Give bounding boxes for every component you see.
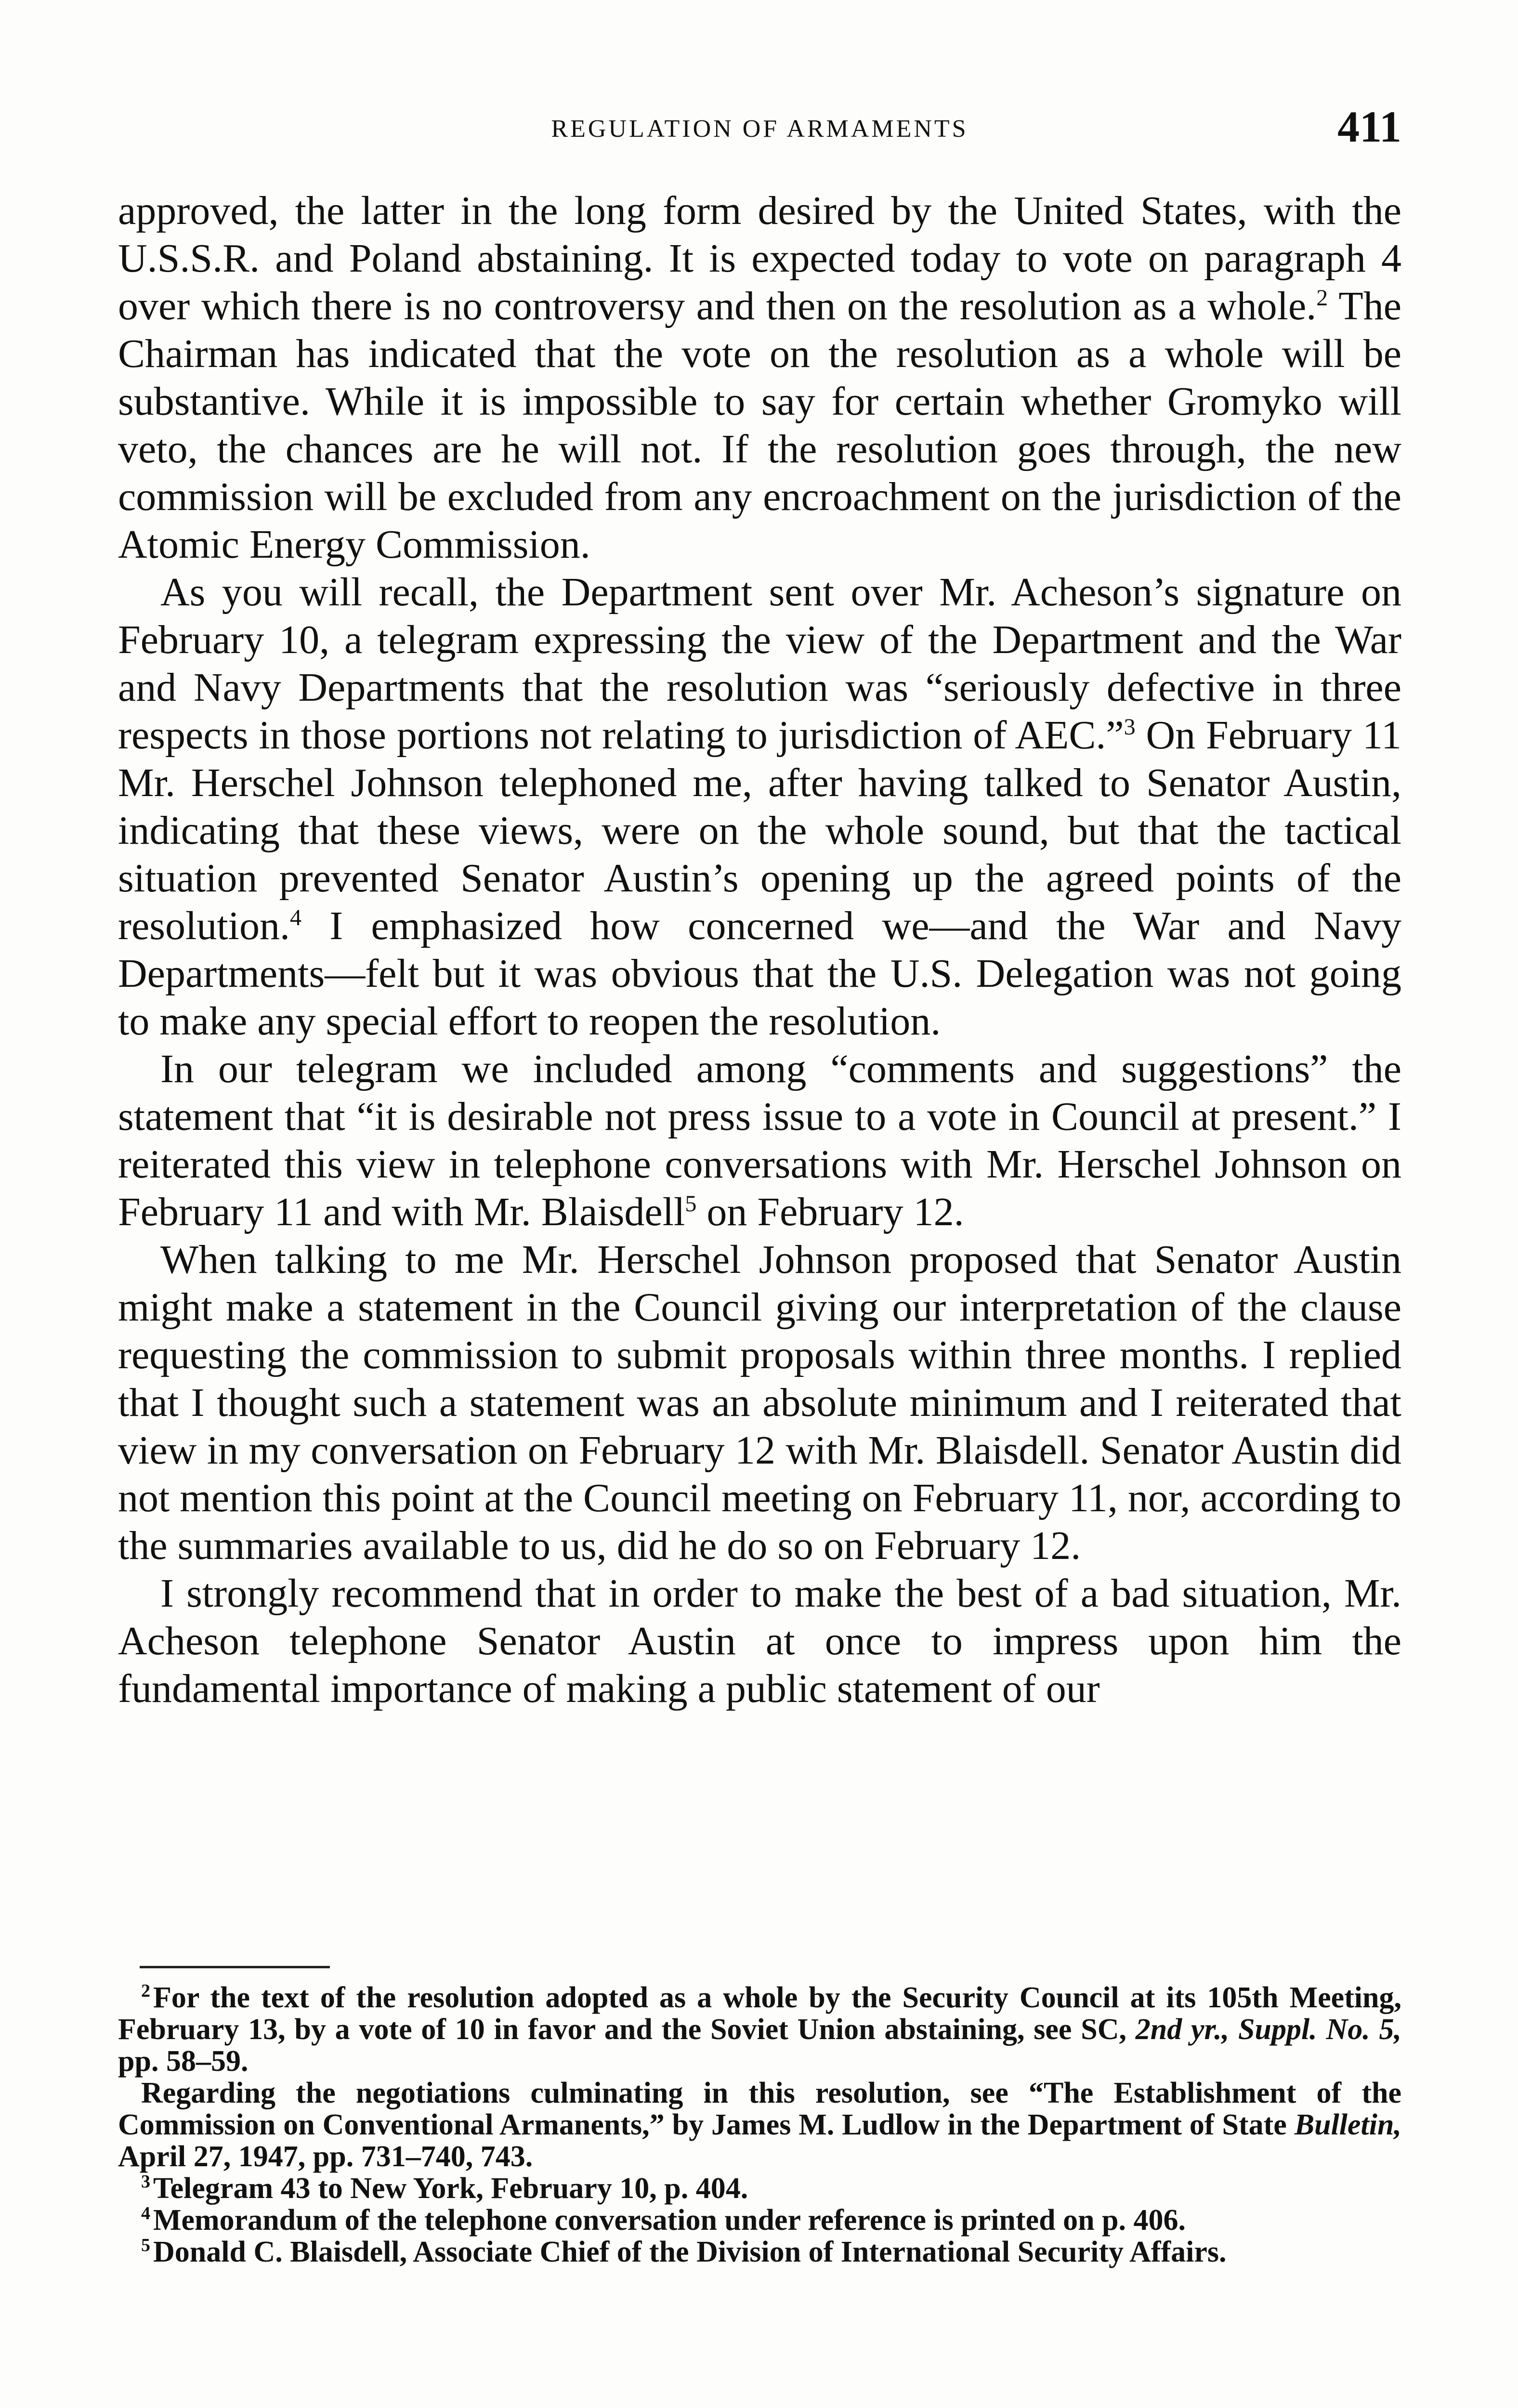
footnote-3-text: Telegram 43 to New York, February 10, p. 404. xyxy=(153,2172,748,2205)
body-text xyxy=(118,187,1401,1713)
footnote-2-cont-text-a: Regarding the negotiations culminating in this resolution, see “The Establishment of the Commission on Conventional Armanents,” by James M. Ludlow in the Department of State xyxy=(118,2077,1401,2141)
paragraph-3 xyxy=(118,1045,1401,1236)
footnote-2-continuation xyxy=(118,2077,1401,2172)
footnote-ref-2: 2 xyxy=(1316,285,1328,311)
footnote-2 xyxy=(118,1982,1401,2077)
paragraph-3-text-b: on February 12. xyxy=(696,1190,964,1234)
paragraph-5: I strongly recommend that in order to make the best of a bad situation, Mr. Acheson telephone Senator Austin at once to impress upon him the fundamental importance of making a public statement of our xyxy=(118,1571,1401,1711)
footnote-4-text: Memorandum of the telephone conversation under reference is printed on p. 406. xyxy=(153,2204,1186,2237)
paragraph-2-text-c: I emphasized how concerned we—and the War and Navy Departments—felt but it was obvious that the U.S. Delegation was not going to make any special effort to reopen the resolution. xyxy=(118,903,1401,1044)
footnote-5-text: Donald C. Blaisdell, Associate Chief of the Division of International Security Affairs. xyxy=(153,2236,1227,2268)
footnote-2-text-italic: 2nd yr., Suppl. No. 5, xyxy=(1135,2013,1401,2046)
footnote-5-mark: 5 xyxy=(141,2235,150,2256)
footnotes xyxy=(118,1982,1401,2268)
footnote-5 xyxy=(118,2236,1401,2268)
footnote-2-text-c: pp. 58–59. xyxy=(118,2045,249,2078)
footnote-ref-3: 3 xyxy=(1124,714,1136,740)
paragraph-2-text-b: On February 11 Mr. Herschel Johnson telephoned me, after having talked to Senator Austin, indicating that these views, were on the whole sound, but that the tactical situation prevented Senator Austin’s opening up the agreed points of the resolution. xyxy=(118,713,1401,948)
paragraph-1-text-b: The Chairman has indicated that the vote on the resolution as a whole will be substantive. While it is impossible to say for certain whether Gromyko will veto, the chances are he will not. If the resolution goes through, the new commission will be excluded from any encroachment on the jurisdiction of the Atomic Energy Commission. xyxy=(118,284,1401,567)
running-head: REGULATION OF ARMAMENTS xyxy=(551,115,968,143)
paragraph-4: When talking to me Mr. Herschel Johnson proposed that Senator Austin might make a statement in the Council giving our interpretation of the clause requesting the commission to submit proposals within three months. I replied that I thought such a statement was an absolute minimum and I reiterated that view in my conversation on February 12 with Mr. Blaisdell. Senator Austin did not mention this point at the Council meeting on February 11, nor, according to the summaries available to us, did he do so on February 12. xyxy=(118,1237,1401,1568)
footnote-2-cont-text-c: April 27, 1947, pp. 731–740, 743. xyxy=(118,2140,533,2173)
footnote-4 xyxy=(118,2204,1401,2236)
paragraph-1-text-a: approved, the latter in the long form desired by the United States, with the U.S.S.R. and Poland abstaining. It is expected today to vote on paragraph 4 over which there is no controversy and then on the resolution as a whole. xyxy=(118,188,1401,328)
footnote-2-text-a: For the text of the resolution adopted as a whole by the Security Council at its 105th Meeting, February 13, by a vote of 10 in favor and the Soviet Union abstaining, see SC, xyxy=(118,1981,1401,2046)
paragraph-3-text-a: In our telegram we included among “comments and suggestions” the statement that “it is desirable not press issue to a vote in Council at present.” I reiterated this view in telephone conversations with Mr. Herschel Johnson on February 11 and with Mr. Blaisdell xyxy=(118,1047,1401,1234)
paragraph-2-text-a: As you will recall, the Department sent over Mr. Acheson’s signature on February 10, a telegram expressing the view of the Department and the War and Navy Departments that the resolution was “seriously defective in three respects in those portions not relating to jurisdiction of AEC.” xyxy=(118,570,1401,758)
footnote-ref-5: 5 xyxy=(685,1191,697,1217)
paragraph-2 xyxy=(118,568,1401,1045)
footnote-2-mark: 2 xyxy=(141,1981,150,2002)
footnote-3 xyxy=(118,2172,1401,2204)
footnote-2-cont-italic: Bulletin, xyxy=(1294,2108,1401,2141)
page-header xyxy=(118,101,1401,159)
page-number: 411 xyxy=(1337,102,1401,151)
paragraph-1 xyxy=(118,187,1401,568)
footnote-3-mark: 3 xyxy=(141,2172,150,2192)
footnote-ref-4: 4 xyxy=(289,905,301,930)
footnote-separator xyxy=(140,1966,330,1968)
footnote-4-mark: 4 xyxy=(141,2203,150,2224)
